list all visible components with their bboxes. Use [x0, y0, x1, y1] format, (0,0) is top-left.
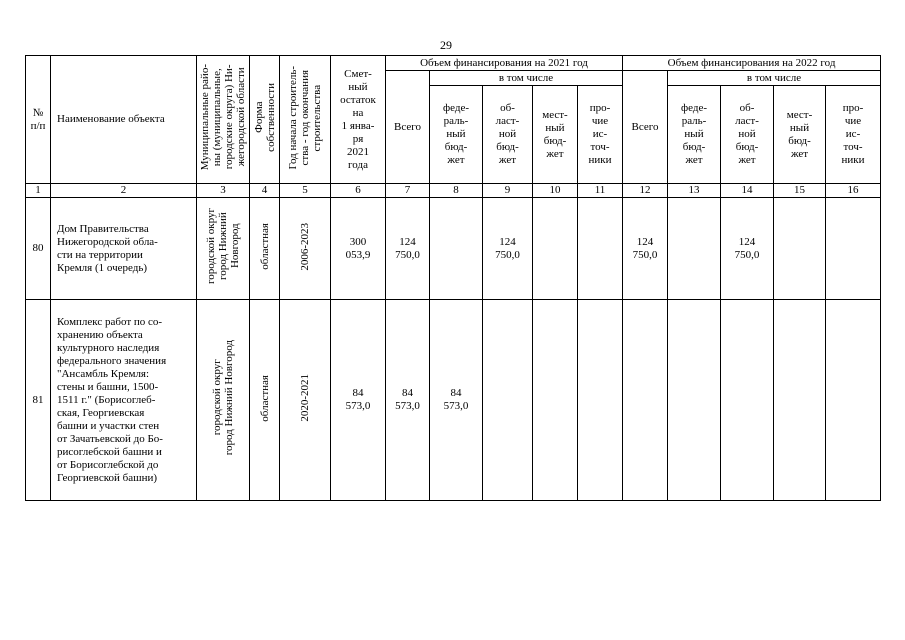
row-other-2022 — [826, 198, 881, 300]
row-name: Дом Правительства Нижегородской обла- сти на территории Кремля (1 очередь) — [51, 198, 197, 300]
col-number: 10 — [533, 184, 578, 198]
header-local-2022: мест- ный бюд- жет — [774, 86, 826, 184]
row-local-2022 — [774, 300, 826, 501]
row-remainder: 84 573,0 — [331, 300, 386, 501]
row-total-2021: 84 573,0 — [386, 300, 430, 501]
header-federal-2022: феде- раль- ный бюд- жет — [668, 86, 721, 184]
row-other-2021 — [578, 198, 623, 300]
header-regional-2022: об- ласт- ной бюд- жет — [721, 86, 774, 184]
col-number: 1 — [26, 184, 51, 198]
row-total-2021: 124 750,0 — [386, 198, 430, 300]
table-row — [26, 300, 881, 501]
header-years: Год начала строитель- ства - год окончания строительства — [280, 56, 331, 184]
row-name: Комплекс работ по со- хранению объекта культурного наследия федерального значения "Ансамбль Кремля: стены и башни, 1500- 1511 г." (Борисоглеб- ская, Георгиевская башни и участки стен от Зачатьевской до Бо- рисоглебской башни и от Борисоглебской до Георгиевской башни) — [51, 300, 197, 501]
row-federal-2021: 84 573,0 — [430, 300, 483, 501]
row-municipal: городской округ город Нижний Новгород — [197, 300, 250, 501]
col-number: 6 — [331, 184, 386, 198]
row-regional-2021 — [483, 300, 533, 501]
row-remainder: 300 053,9 — [331, 198, 386, 300]
row-other-2022 — [826, 300, 881, 501]
row-local-2021 — [533, 300, 578, 501]
row-years: 2006-2023 — [280, 198, 331, 300]
row-regional-2021: 124 750,0 — [483, 198, 533, 300]
header-ownership: Форма собственности — [250, 56, 280, 184]
header-fin-2021: Объем финансирования на 2021 год — [386, 56, 623, 71]
row-total-2022: 124 750,0 — [623, 198, 668, 300]
header-local-2021: мест- ный бюд- жет — [533, 86, 578, 184]
col-number: 14 — [721, 184, 774, 198]
header-federal-2021: феде- раль- ный бюд- жет — [430, 86, 483, 184]
header-incl-2022: в том числе — [668, 71, 881, 86]
page-number: 29 — [440, 38, 452, 52]
row-municipal: городской округ город Нижний Новгород — [197, 198, 250, 300]
row-federal-2022 — [668, 300, 721, 501]
header-total-2021: Всего — [386, 71, 430, 184]
row-total-2022 — [623, 300, 668, 501]
financing-table — [25, 55, 881, 501]
header-total-2022: Всего — [623, 71, 668, 184]
col-number: 3 — [197, 184, 250, 198]
col-number: 16 — [826, 184, 881, 198]
header-regional-2021: об- ласт- ной бюд- жет — [483, 86, 533, 184]
row-federal-2021 — [430, 198, 483, 300]
row-federal-2022 — [668, 198, 721, 300]
col-number: 4 — [250, 184, 280, 198]
row-years: 2020-2021 — [280, 300, 331, 501]
row-num: 81 — [26, 300, 51, 501]
column-numbers-row — [26, 184, 881, 198]
header-municipal: Муниципальные райо- ны (муниципальные, городские округа) Ни- жегородской области — [197, 56, 250, 184]
header-incl-2021: в том числе — [430, 71, 623, 86]
row-regional-2022 — [721, 300, 774, 501]
col-number: 12 — [623, 184, 668, 198]
header-other-2022: про- чие ис- точ- ники — [826, 86, 881, 184]
row-ownership: областная — [250, 198, 280, 300]
col-number: 9 — [483, 184, 533, 198]
col-number: 5 — [280, 184, 331, 198]
col-number: 13 — [668, 184, 721, 198]
table-row — [26, 198, 881, 300]
row-local-2021 — [533, 198, 578, 300]
header-remainder: Смет- ный остаток на 1 янва- ря 2021 года — [331, 56, 386, 184]
row-num: 80 — [26, 198, 51, 300]
row-other-2021 — [578, 300, 623, 501]
header-num: № п/п — [26, 56, 51, 184]
col-number: 8 — [430, 184, 483, 198]
header-fin-2022: Объем финансирования на 2022 год — [623, 56, 881, 71]
col-number: 11 — [578, 184, 623, 198]
row-local-2022 — [774, 198, 826, 300]
row-ownership: областная — [250, 300, 280, 501]
header-name: Наименование объекта — [51, 56, 197, 184]
row-regional-2022: 124 750,0 — [721, 198, 774, 300]
header-other-2021: про- чие ис- точ- ники — [578, 86, 623, 184]
col-number: 15 — [774, 184, 826, 198]
col-number: 2 — [51, 184, 197, 198]
col-number: 7 — [386, 184, 430, 198]
